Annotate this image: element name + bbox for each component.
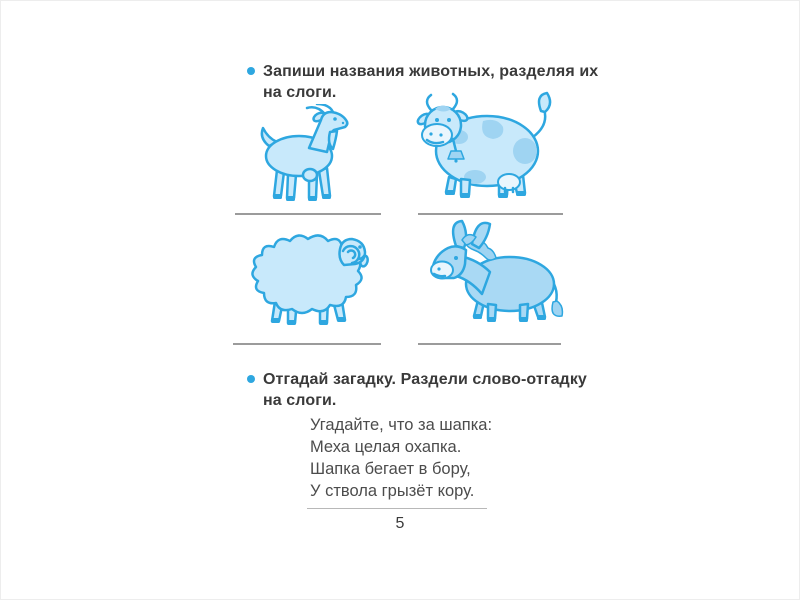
page-number: 5 xyxy=(395,515,405,532)
task-1-line-1: Запиши названия животных, разделяя их xyxy=(263,63,599,80)
task-1-line-2: на слоги. xyxy=(263,84,337,101)
riddle-line: Шапка бегает в бору, xyxy=(310,460,471,478)
answer-line-goat xyxy=(235,213,381,215)
bullet-icon xyxy=(247,375,255,383)
bullet-icon xyxy=(247,67,255,75)
answer-line-cow xyxy=(418,213,563,215)
riddle-answer-line xyxy=(307,508,487,509)
task-2-line-2: на слоги. xyxy=(263,392,337,409)
cow-illustration xyxy=(413,89,555,206)
answer-line-donkey xyxy=(418,343,561,345)
riddle-line: Угадайте, что за шапка: xyxy=(310,416,493,434)
task-2-line-1: Отгадай загадку. Раздели слово-отгадку xyxy=(263,371,587,388)
goat-illustration xyxy=(253,104,353,209)
ram-illustration xyxy=(236,225,371,335)
riddle-line: Меха целая охапка. xyxy=(310,438,462,456)
riddle-text xyxy=(310,414,492,502)
donkey-illustration xyxy=(426,218,564,329)
answer-line-ram xyxy=(233,343,381,345)
task-2 xyxy=(247,369,587,411)
task-2-text xyxy=(263,369,587,411)
riddle-line: У ствола грызёт кору. xyxy=(310,482,475,500)
